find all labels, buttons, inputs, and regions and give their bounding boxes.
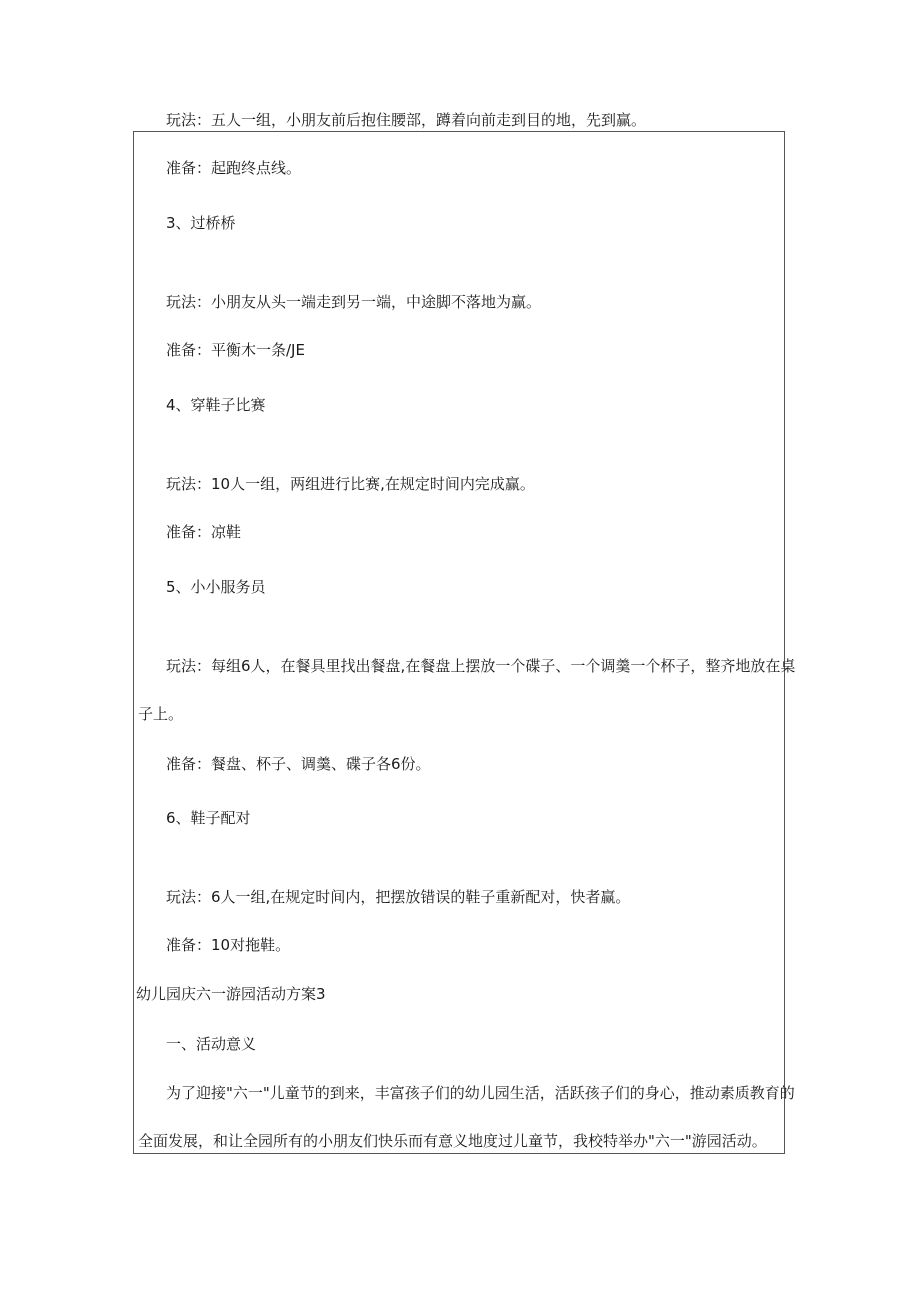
paragraph-meaning-cont: 全面发展，和让全园所有的小朋友们快乐而有意义地度过儿童节，我校特举办"六一"游园活动。 — [138, 1132, 767, 1150]
paragraph-prep-5: 准备：餐盘、杯子、调羹、碟子各6份。 — [166, 755, 431, 773]
document-title: 幼儿园庆六一游园活动方案3 — [136, 985, 326, 1003]
paragraph-prep-4: 准备：凉鞋 — [166, 523, 242, 541]
section-heading-3: 3、过桥桥 — [166, 214, 236, 232]
paragraph-rule-5-cont: 子上。 — [138, 705, 184, 723]
paragraph-meaning: 为了迎接"六一"儿童节的到来，丰富孩子们的幼儿园生活，活跃孩子们的身心，推动素质教育的 — [166, 1084, 795, 1102]
paragraph-rule-1: 玩法：五人一组，小朋友前后抱住腰部，蹲着向前走到目的地，先到赢。 — [166, 111, 647, 129]
section-heading-meaning: 一、活动意义 — [166, 1035, 257, 1053]
paragraph-prep-1: 准备：起跑终点线。 — [166, 159, 302, 177]
paragraph-prep-6: 准备：10对拖鞋。 — [166, 936, 291, 954]
section-heading-5: 5、小小服务员 — [166, 578, 266, 596]
section-heading-6: 6、鞋子配对 — [166, 809, 251, 827]
paragraph-rule-3: 玩法：小朋友从头一端走到另一端，中途脚不落地为赢。 — [166, 293, 542, 311]
paragraph-rule-4: 玩法：10人一组，两组进行比赛,在规定时间内完成赢。 — [166, 475, 535, 493]
paragraph-rule-5: 玩法：每组6人，在餐具里找出餐盘,在餐盘上摆放一个碟子、一个调羹一个杯子，整齐地放在桌 — [166, 657, 796, 675]
paragraph-prep-3: 准备：平衡木一条/JE — [166, 341, 305, 359]
paragraph-rule-6: 玩法：6人一组,在规定时间内，把摆放错误的鞋子重新配对，快者赢。 — [166, 888, 631, 906]
section-heading-4: 4、穿鞋子比赛 — [166, 396, 266, 414]
